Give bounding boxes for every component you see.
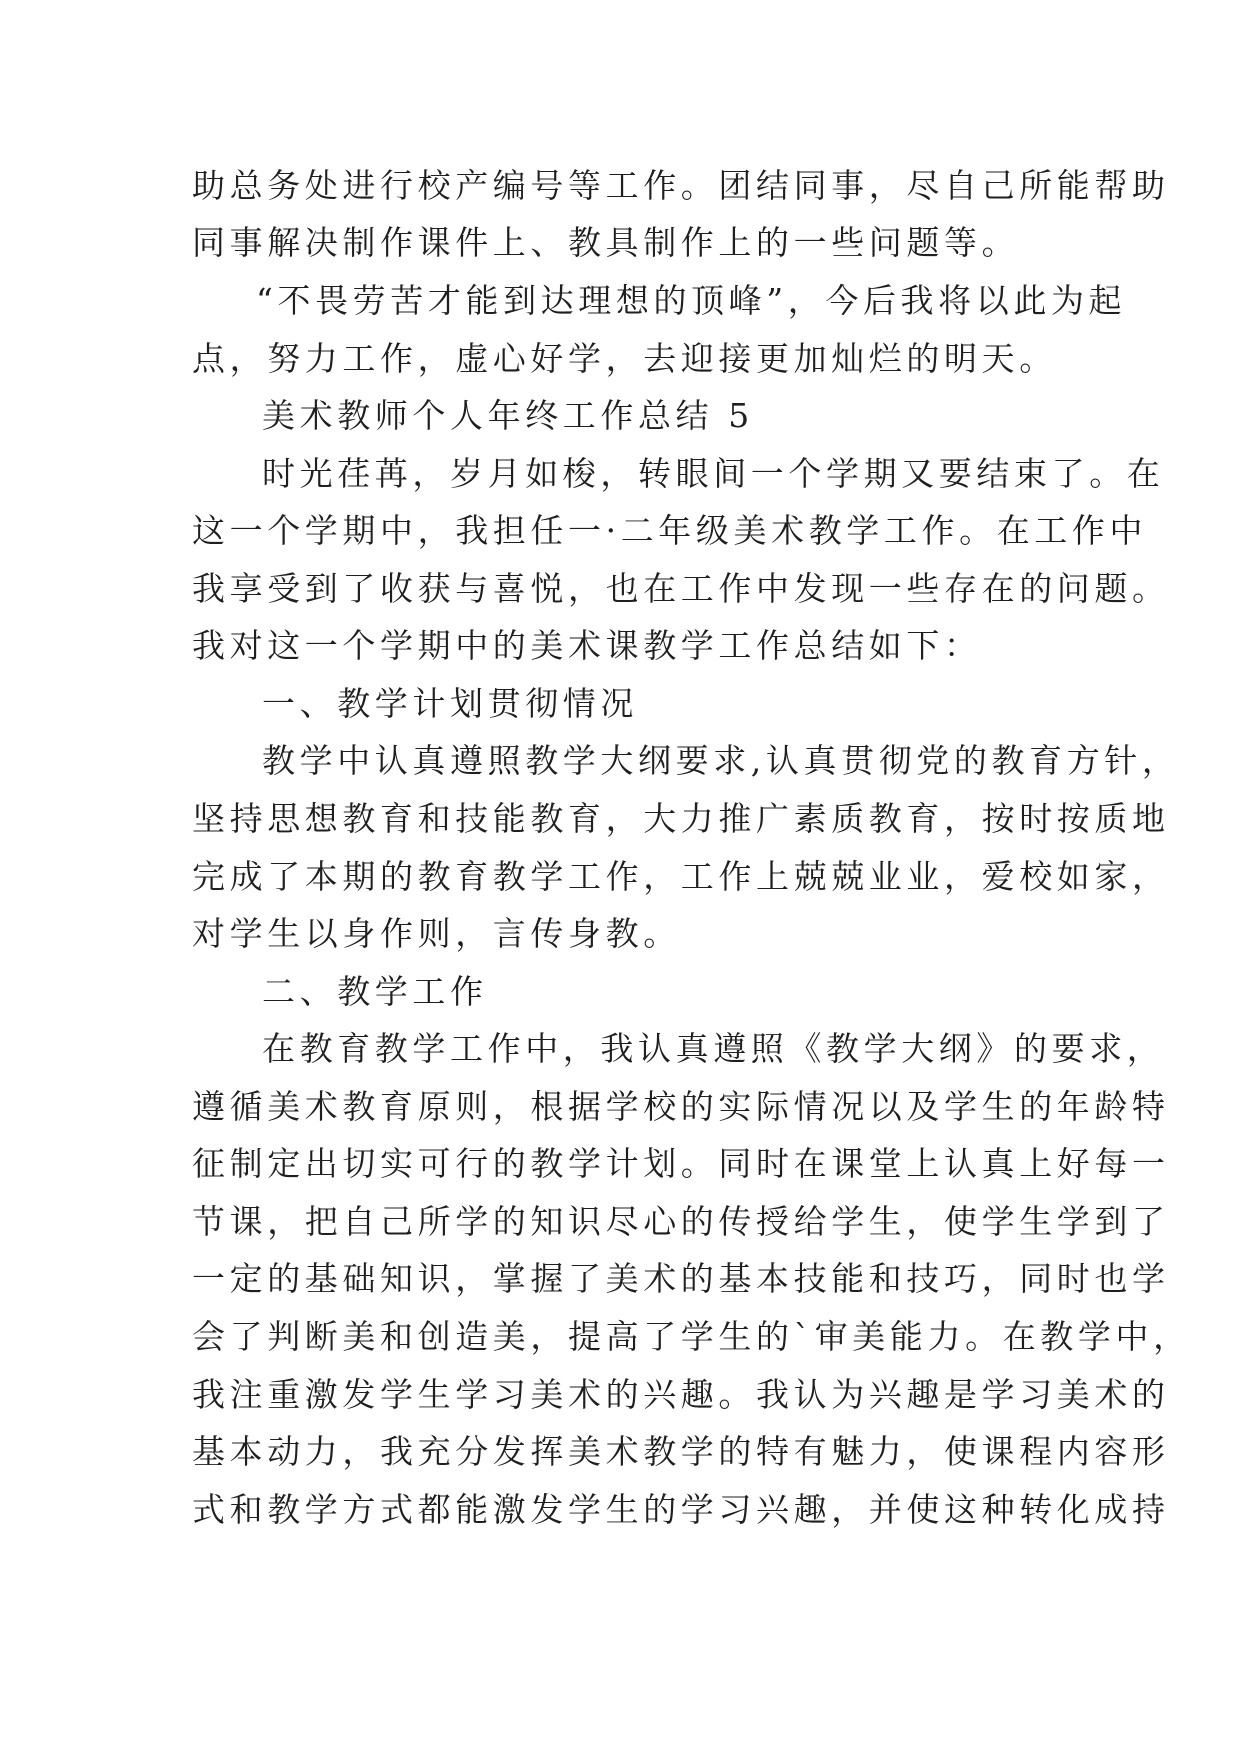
body-line: 这一个学期中，我担任一·二年级美术教学工作。在工作中 — [192, 511, 1148, 550]
body-line: “不畏劳苦才能到达理想的顶峰”，今后我将以此为起 — [256, 281, 1127, 320]
body-line: 征制定出切实可行的教学计划。同时在课堂上认真上好每一 — [192, 1144, 1170, 1183]
body-line: 我享受到了收获与喜悦，也在工作中发现一些存在的问题。 — [192, 569, 1170, 608]
body-line: 时光荏苒，岁月如梭，转眼间一个学期又要结束了。在 — [262, 454, 1165, 493]
body-line: 坚持思想教育和技能教育，大力推广素质教育，按时按质地 — [192, 799, 1170, 838]
body-line: 点，努力工作，虚心好学，去迎接更加灿烂的明天。 — [192, 339, 1057, 378]
body-line: 遵循美术教育原则，根据学校的实际情况以及学生的年龄特 — [192, 1087, 1170, 1126]
body-line: 助总务处进行校产编号等工作。团结同事，尽自己所能帮助 — [192, 166, 1170, 205]
body-line: 一定的基础知识，掌握了美术的基本技能和技巧，同时也学 — [192, 1259, 1170, 1298]
section-heading: 一、教学计划贯彻情况 — [262, 684, 638, 723]
section-heading: 二、教学工作 — [262, 972, 488, 1011]
body-line: 式和教学方式都能激发学生的学习兴趣，并使这种转化成持 — [192, 1490, 1170, 1529]
body-line: 教学中认真遵照教学大纲要求,认真贯彻党的教育方针， — [262, 741, 1180, 780]
body-line: 对学生以身作则，言传身教。 — [192, 914, 681, 953]
section-heading: 美术教师个人年终工作总结 5 — [262, 396, 754, 435]
body-line: 在教育教学工作中，我认真遵照《教学大纲》的要求， — [262, 1029, 1165, 1068]
body-line: 基本动力，我充分发挥美术教学的特有魅力，使课程内容形 — [192, 1432, 1170, 1471]
body-line: 我对这一个学期中的美术课教学工作总结如下： — [192, 626, 982, 665]
body-line: 我注重激发学生学习美术的兴趣。我认为兴趣是学习美术的 — [192, 1375, 1170, 1414]
body-line: 节课，把自己所学的知识尽心的传授给学生，使学生学到了 — [192, 1202, 1170, 1241]
body-line: 完成了本期的教育教学工作，工作上兢兢业业，爱校如家， — [192, 857, 1170, 896]
body-line: 同事解决制作课件上、教具制作上的一些问题等。 — [192, 223, 1020, 262]
body-line: 会了判断美和创造美，提高了学生的`审美能力。在教学中， — [192, 1317, 1191, 1356]
